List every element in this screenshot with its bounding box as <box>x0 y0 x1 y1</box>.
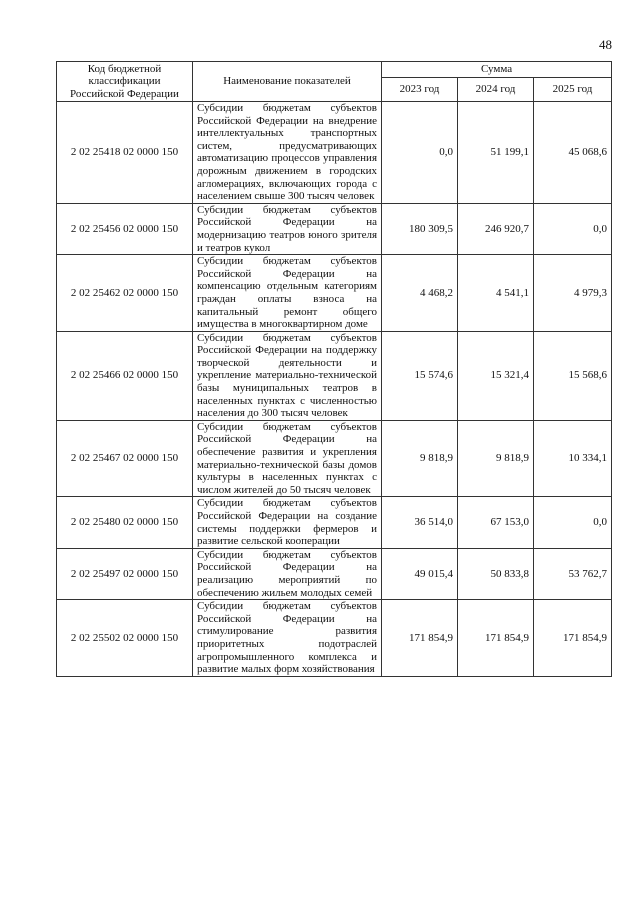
table-row <box>57 203 612 254</box>
row-value-2024: 50 833,8 <box>458 548 534 599</box>
row-value-2025: 15 568,6 <box>534 331 612 420</box>
row-name: Субсидии бюджетам субъектов Российской Федерации на внедрение интеллектуальных транспортных систем, предусматривающих автоматизацию процессов управления дорожным движением в городских агломерациях, включающих города с населением свыше 300 тысяч человек <box>193 102 382 204</box>
row-name: Субсидии бюджетам субъектов Российской Федерации на поддержку творческой деятельности и укрепление материально-технической базы муниципальных театров в населенных пунктах с численностью населения до 300 тысяч человек <box>193 331 382 420</box>
row-value-2023: 0,0 <box>382 102 458 204</box>
row-value-2025: 53 762,7 <box>534 548 612 599</box>
row-code: 2 02 25502 02 0000 150 <box>57 600 193 677</box>
row-value-2024: 246 920,7 <box>458 203 534 254</box>
row-name: Субсидии бюджетам субъектов Российской Федерации на стимулирование развития приоритетных подотраслей агропромышленного комплекса и развитие малых форм хозяйствования <box>193 600 382 677</box>
header-code: Код бюджетной классификации Российской Федерации <box>57 62 193 102</box>
header-year-2025: 2025 год <box>534 78 612 102</box>
table-row <box>57 497 612 548</box>
row-name: Субсидии бюджетам субъектов Российской Федерации на обеспечение развития и укрепления материально-технической базы домов культуры в населенных пунктах с числом жителей до 50 тысяч человек <box>193 420 382 497</box>
budget-table <box>56 61 612 677</box>
row-value-2023: 36 514,0 <box>382 497 458 548</box>
row-value-2025: 171 854,9 <box>534 600 612 677</box>
row-value-2024: 9 818,9 <box>458 420 534 497</box>
table-row <box>57 331 612 420</box>
row-name: Субсидии бюджетам субъектов Российской Федерации на модернизацию театров юного зрителя и театров кукол <box>193 203 382 254</box>
row-value-2024: 67 153,0 <box>458 497 534 548</box>
row-name: Субсидии бюджетам субъектов Российской Федерации на реализацию мероприятий по обеспечению жильем молодых семей <box>193 548 382 599</box>
row-code: 2 02 25480 02 0000 150 <box>57 497 193 548</box>
row-value-2025: 45 068,6 <box>534 102 612 204</box>
row-value-2023: 171 854,9 <box>382 600 458 677</box>
row-code: 2 02 25497 02 0000 150 <box>57 548 193 599</box>
row-value-2023: 180 309,5 <box>382 203 458 254</box>
row-value-2024: 171 854,9 <box>458 600 534 677</box>
row-name: Субсидии бюджетам субъектов Российской Федерации на компенсацию отдельным категориям граждан оплаты взноса на капитальный ремонт общего имущества в многоквартирном доме <box>193 255 382 332</box>
row-value-2023: 4 468,2 <box>382 255 458 332</box>
table-row <box>57 600 612 677</box>
row-code: 2 02 25466 02 0000 150 <box>57 331 193 420</box>
row-value-2023: 49 015,4 <box>382 548 458 599</box>
row-value-2024: 4 541,1 <box>458 255 534 332</box>
row-code: 2 02 25418 02 0000 150 <box>57 102 193 204</box>
table-row <box>57 420 612 497</box>
row-value-2023: 15 574,6 <box>382 331 458 420</box>
row-value-2025: 0,0 <box>534 497 612 548</box>
header-year-2024: 2024 год <box>458 78 534 102</box>
row-code: 2 02 25456 02 0000 150 <box>57 203 193 254</box>
row-value-2025: 4 979,3 <box>534 255 612 332</box>
page-number: 48 <box>599 37 612 52</box>
header-sum: Сумма <box>382 62 612 78</box>
row-value-2025: 0,0 <box>534 203 612 254</box>
table-row <box>57 255 612 332</box>
row-value-2024: 51 199,1 <box>458 102 534 204</box>
table-row <box>57 102 612 204</box>
header-name: Наименование показателей <box>193 62 382 102</box>
row-code: 2 02 25467 02 0000 150 <box>57 420 193 497</box>
row-code: 2 02 25462 02 0000 150 <box>57 255 193 332</box>
row-value-2025: 10 334,1 <box>534 420 612 497</box>
row-value-2024: 15 321,4 <box>458 331 534 420</box>
row-name: Субсидии бюджетам субъектов Российской Федерации на создание системы поддержки фермеров и развитие сельской кооперации <box>193 497 382 548</box>
table-row <box>57 548 612 599</box>
header-year-2023: 2023 год <box>382 78 458 102</box>
row-value-2023: 9 818,9 <box>382 420 458 497</box>
